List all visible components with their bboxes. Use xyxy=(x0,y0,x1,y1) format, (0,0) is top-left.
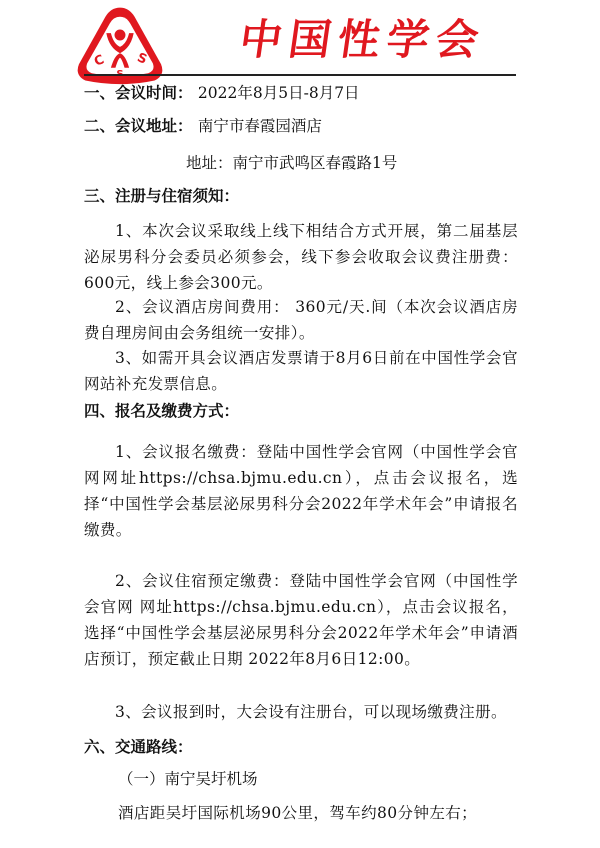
organization-title: 中国性学会 xyxy=(236,15,489,64)
svg-text:S: S xyxy=(116,68,124,80)
svg-text:S: S xyxy=(134,50,150,68)
meeting-location xyxy=(84,117,322,135)
registration-heading: 三、注册与住宿须知： xyxy=(84,187,240,205)
meeting-location-value: 南宁市春霞园酒店 xyxy=(197,117,322,135)
meeting-address: 地址：南宁市武鸣区春霞路1号 xyxy=(186,154,398,172)
meeting-time xyxy=(84,84,360,102)
meeting-location-label: 二、会议地址： xyxy=(84,117,193,135)
signup-heading: 四、报名及缴费方式： xyxy=(84,402,240,420)
transport-airport-detail: 酒店距吴圩国际机场90公里，驾车约80分钟左右； xyxy=(118,804,478,822)
registration-item-3: 3、如需开具会议酒店发票请于8月6日前在中国性学会官网站补充发票信息。 xyxy=(84,349,518,393)
meeting-time-label: 一、会议时间： xyxy=(84,84,193,102)
transport-heading: 六、交通路线： xyxy=(84,738,193,756)
header-divider xyxy=(84,74,516,76)
meeting-time-value: 2022年8月5日-8月7日 xyxy=(197,84,360,102)
transport-airport-heading: （一）南宁吴圩机场 xyxy=(118,770,258,788)
signup-item-1: 1、会议报名缴费：登陆中国性学会官网（中国性学会官网网址https://chsa.bjmu.edu.cn），点击会议报名，选择“中国性学会基层泌尿男科分会2022年学术年会”申请报名缴费。 xyxy=(84,443,518,539)
svg-text:C: C xyxy=(92,52,107,70)
document-header xyxy=(0,0,600,82)
signup-item-2: 2、会议住宿预定缴费：登陆中国性学会官网（中国性学会官网 网址https://chsa.bjmu.edu.cn），点击会议报名，选择“中国性学会基层泌尿男科分会2022年学术年会”申请酒店预订，预定截止日期 2022年8月6日12:00。 xyxy=(84,572,518,668)
registration-item-1: 1、本次会议采取线上线下相结合方式开展，第二届基层泌尿男科分会委员必须参会，线下参会收取会议费注册费：600元，线上参会300元。 xyxy=(84,222,518,292)
signup-item-3: 3、会议报到时，大会设有注册台，可以现场缴费注册。 xyxy=(115,703,507,721)
registration-item-2: 2、会议酒店房间费用： 360元/天.间（本次会议酒店房费自理房间由会务组统一安排）。 xyxy=(84,298,518,342)
